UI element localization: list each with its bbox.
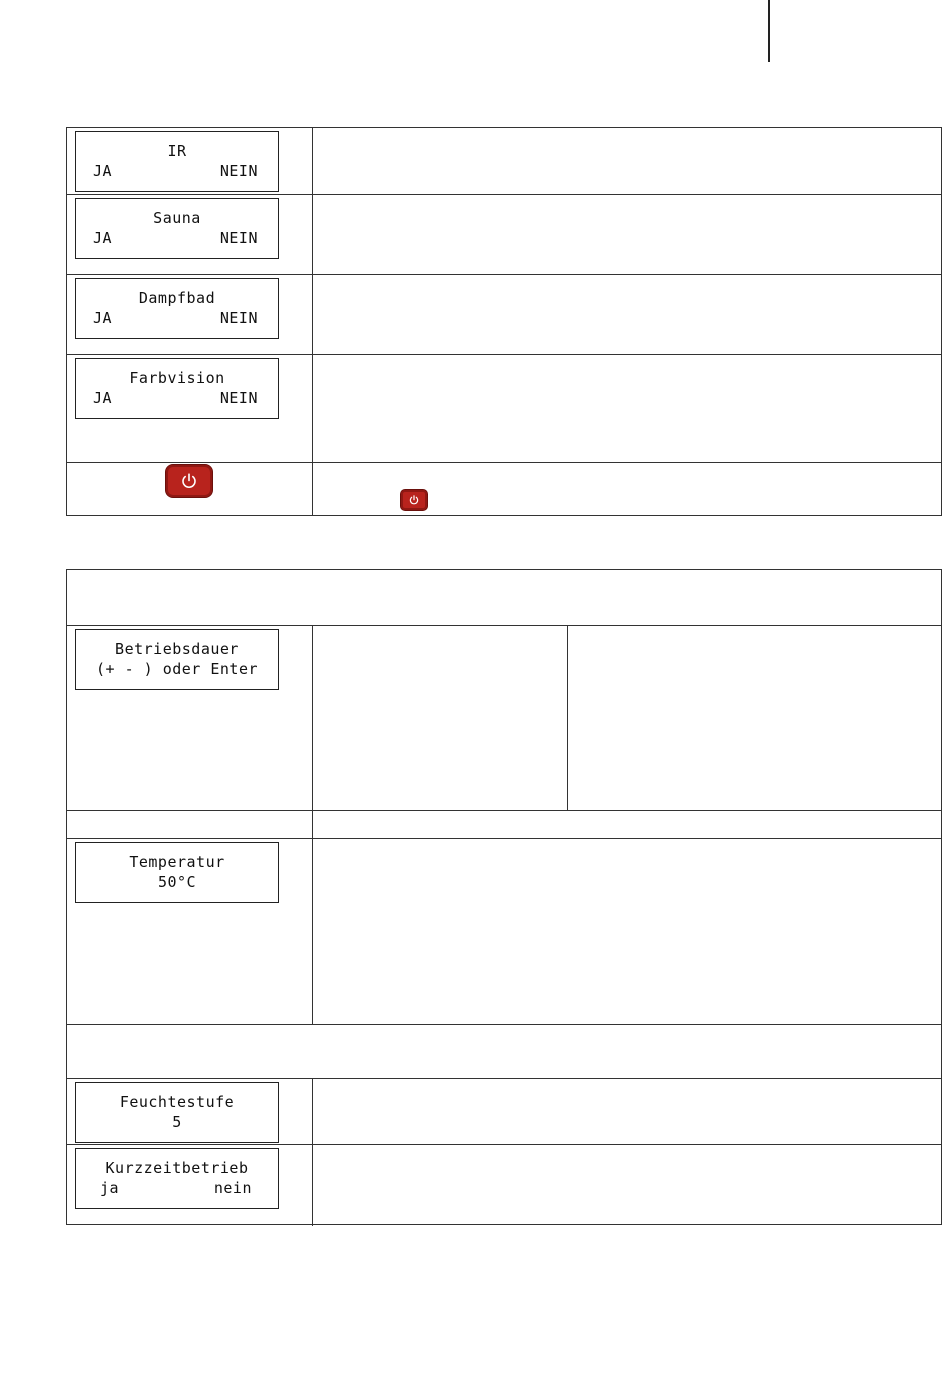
table-row xyxy=(67,1078,941,1144)
column-divider xyxy=(312,811,313,838)
table-row xyxy=(67,810,941,838)
lcd-display-temperatur xyxy=(75,842,279,903)
lcd-title: Feuchtestufe xyxy=(119,1093,235,1111)
column-divider xyxy=(312,626,313,810)
lcd-option-no: nein xyxy=(213,1179,252,1197)
column-divider xyxy=(312,1145,313,1226)
table-row xyxy=(67,354,941,462)
lcd-option-yes: JA xyxy=(93,309,113,327)
lcd-option-no: NEIN xyxy=(219,162,258,180)
lcd-display-feuchtestufe xyxy=(75,1082,279,1143)
mode-selection-table xyxy=(66,127,942,516)
top-rule xyxy=(768,0,770,62)
lcd-option-yes: JA xyxy=(93,389,113,407)
column-divider xyxy=(312,839,313,1024)
table-row xyxy=(67,838,941,1024)
lcd-option-yes: JA xyxy=(93,162,113,180)
lcd-display-dampfbad xyxy=(75,278,279,339)
lcd-option-no: NEIN xyxy=(219,229,258,247)
lcd-title: Betriebsdauer xyxy=(115,640,239,658)
lcd-title: Farbvision xyxy=(129,369,225,387)
table-header-row xyxy=(67,570,941,625)
operation-settings-table xyxy=(66,569,942,1225)
column-divider xyxy=(312,1079,313,1144)
lcd-title: Sauna xyxy=(153,209,201,227)
column-divider xyxy=(567,626,568,810)
lcd-display-sauna xyxy=(75,198,279,259)
lcd-value: 5 xyxy=(172,1113,182,1131)
lcd-option-no: NEIN xyxy=(219,309,258,327)
lcd-title: Temperatur xyxy=(129,853,225,871)
lcd-value: 50°C xyxy=(157,873,197,891)
power-icon xyxy=(409,495,420,506)
lcd-display-farbvision xyxy=(75,358,279,419)
power-icon xyxy=(180,472,198,490)
lcd-title: Dampfbad xyxy=(138,289,216,307)
lcd-title: IR xyxy=(167,142,187,160)
lcd-option-yes: JA xyxy=(93,229,113,247)
lcd-subtitle: (+ - ) oder Enter xyxy=(95,660,259,678)
table-row xyxy=(67,1144,941,1226)
table-row xyxy=(67,462,941,517)
lcd-display-kurzzeitbetrieb xyxy=(75,1148,279,1209)
lcd-option-yes: ja xyxy=(100,1179,120,1197)
lcd-display-ir xyxy=(75,131,279,192)
power-button-inline xyxy=(401,490,427,510)
lcd-title: Kurzzeitbetrieb xyxy=(105,1159,249,1177)
table-row xyxy=(67,274,941,354)
power-button[interactable] xyxy=(166,465,212,497)
lcd-option-no: NEIN xyxy=(219,389,258,407)
table-section-row xyxy=(67,1024,941,1078)
lcd-display-betriebsdauer xyxy=(75,629,279,690)
table-row xyxy=(67,625,941,810)
table-row xyxy=(67,194,941,274)
table-row xyxy=(67,128,941,194)
